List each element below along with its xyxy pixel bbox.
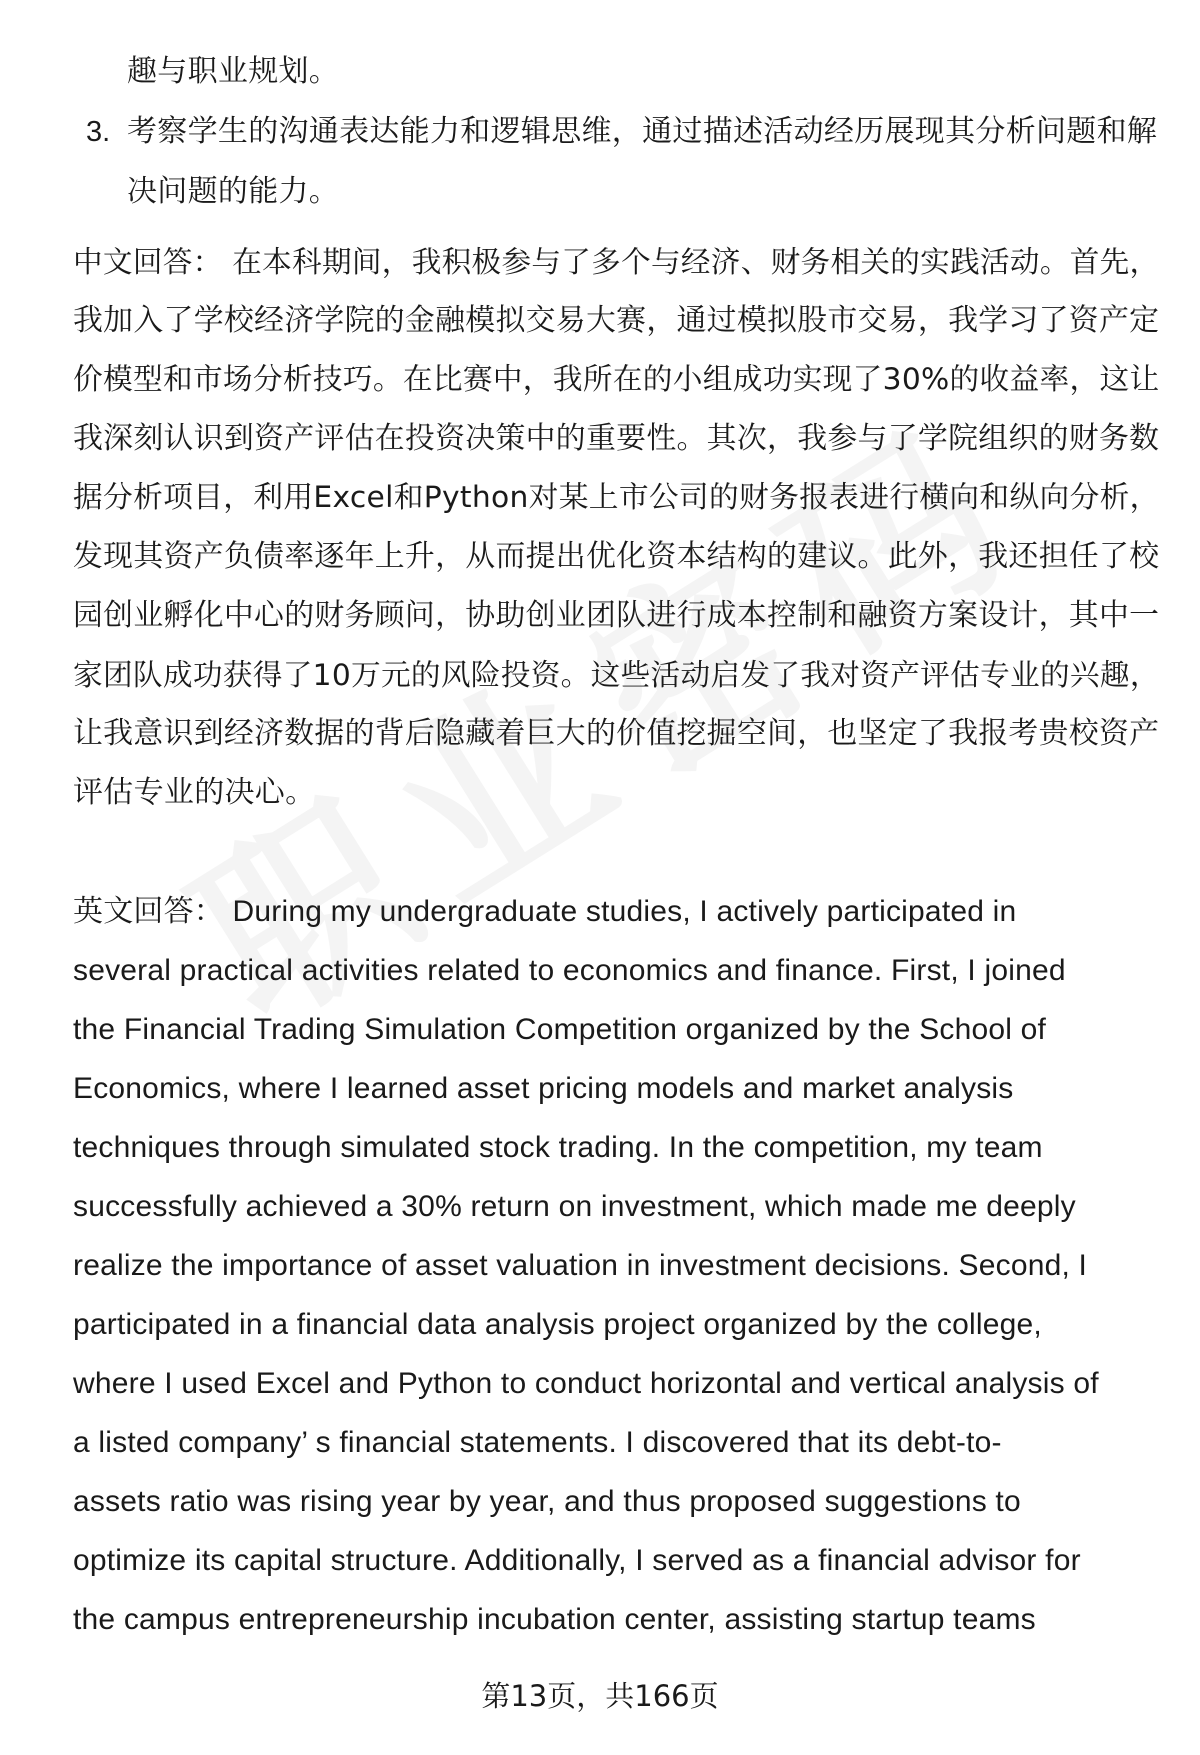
list-item-2-tail: 趣与职业规划。 <box>127 54 340 89</box>
english-answer-line: optimize its capital structure. Additionally, I served as a financial advisor for <box>73 1544 1081 1577</box>
chinese-answer-line: 家团队成功获得了10万元的风险投资。这些活动启发了我对资产评估专业的兴趣， <box>73 657 1160 692</box>
english-answer-line: a listed company’ s financial statements. I discovered that its debt-to- <box>73 1426 1002 1459</box>
english-answer-line: successfully achieved a 30% return on investment, which made me deeply <box>73 1190 1076 1223</box>
chinese-answer-line: 发现其资产负债率逐年上升，从而提出优化资本结构的建议。此外，我还担任了校 <box>73 539 1160 574</box>
english-answer-line: assets ratio was rising year by year, and thus proposed suggestions to <box>73 1485 1021 1518</box>
chinese-answer-line: 我深刻认识到资产评估在投资决策中的重要性。其次，我参与了学院组织的财务数 <box>73 421 1160 456</box>
chinese-answer-line: 我加入了学校经济学院的金融模拟交易大赛，通过模拟股市交易，我学习了资产定 <box>73 303 1160 338</box>
english-answer-line: participated in a financial data analysis project organized by the college, <box>73 1308 1042 1341</box>
chinese-answer-line: 评估专业的决心。 <box>73 775 316 810</box>
english-answer-line: several practical activities related to economics and finance. First, I joined <box>73 954 1066 987</box>
english-answer-line: the Financial Trading Simulation Competition organized by the School of <box>73 1013 1047 1046</box>
chinese-answer-line: 园创业孵化中心的财务顾问，协助创业团队进行成本控制和融资方案设计，其中一 <box>73 598 1160 633</box>
page-number: 第13页，共166页 <box>481 1679 719 1713</box>
english-answer-line: Economics, where I learned asset pricing models and market analysis <box>73 1072 1014 1105</box>
chinese-answer-line: 中文回答： 在本科期间，我积极参与了多个与经济、财务相关的实践活动。首先， <box>73 245 1160 279</box>
chinese-answer-line: 据分析项目，利用Excel和Python对某上市公司的财务报表进行横向和纵向分析， <box>73 480 1160 515</box>
english-answer-line: techniques through simulated stock trading. In the competition, my team <box>73 1131 1043 1164</box>
list-item-3-number: 3. <box>86 116 111 148</box>
list-item-3-line-2: 决问题的能力。 <box>127 174 340 209</box>
english-answer-line: where I used Excel and Python to conduct horizontal and vertical analysis of <box>73 1367 1099 1400</box>
chinese-answer-line: 让我意识到经济数据的背后隐藏着巨大的价值挖掘空间，也坚定了我报考贵校资产 <box>73 716 1160 751</box>
list-item-3-line-1: 考察学生的沟通表达能力和逻辑思维，通过描述活动经历展现其分析问题和解 <box>127 114 1158 149</box>
english-answer-line: the campus entrepreneurship incubation center, assisting startup teams <box>73 1603 1036 1636</box>
english-answer-line: 英文回答： During my undergraduate studies, I actively participated in <box>73 895 1017 928</box>
english-answer-line: realize the importance of asset valuation in investment decisions. Second, I <box>73 1249 1088 1282</box>
chinese-answer-line: 价模型和市场分析技巧。在比赛中，我所在的小组成功实现了30%的收益率，这让 <box>73 362 1160 397</box>
